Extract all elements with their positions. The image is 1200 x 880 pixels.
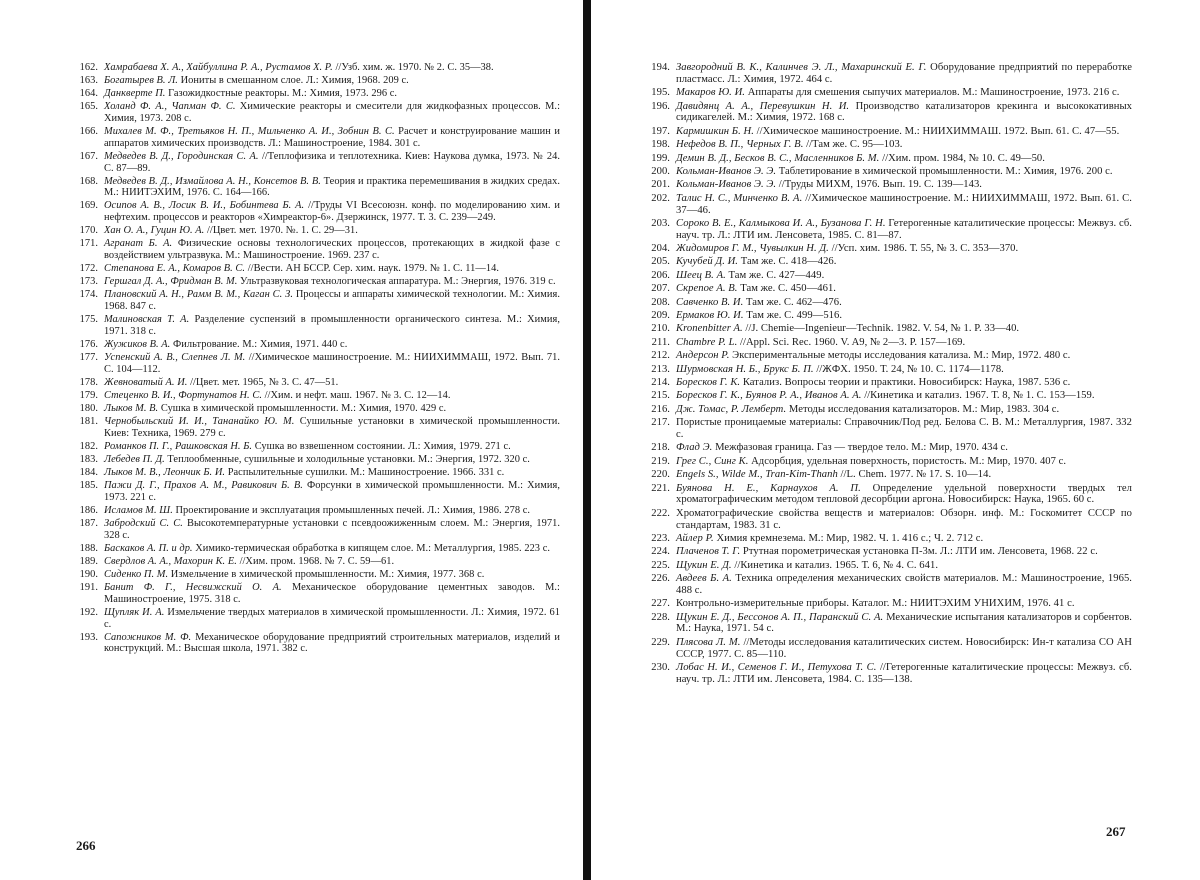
reference-text: //ЖФХ. 1950. Т. 24, № 10. С. 1174—1178. bbox=[816, 363, 1004, 375]
reference-number: 228. bbox=[651, 611, 670, 623]
reference-number: 229. bbox=[651, 636, 670, 648]
reference-number: 221. bbox=[651, 482, 670, 494]
reference-number: 204. bbox=[651, 243, 670, 255]
reference-list-left bbox=[74, 62, 560, 655]
reference-entry bbox=[74, 390, 560, 402]
reference-text: //Труды VI Всесоюзн. конф. по моделированию хим. и нефтехим. процессов и реакторов «Химреактор-6». Дзержинск, 1977. Т. 3. С. 239—249. bbox=[104, 200, 561, 224]
reference-authors: Флад Э. bbox=[676, 442, 713, 454]
reference-text: Теория и практика перемешивания в жидких средах. М.: НИИТЭХИМ, 1976. С. 164—166. bbox=[104, 175, 560, 199]
reference-text: Химические реакторы и смесители для жидкофазных процессов. М.: Химия, 1973. 208 с. bbox=[104, 101, 561, 124]
reference-authors: Макаров Ю. И. bbox=[676, 87, 745, 99]
reference-authors: Хан О. А., Гуцин Ю. А. bbox=[104, 225, 205, 237]
reference-text: Форсунки в химической промышленности. М.: Химия, 1973. 221 с. bbox=[104, 480, 560, 503]
reference-number: 184. bbox=[79, 467, 98, 479]
reference-entry bbox=[646, 637, 1132, 661]
reference-entry bbox=[74, 480, 560, 503]
reference-entry bbox=[646, 533, 1132, 545]
reference-text: Определение удельной поверхности твердых тел хроматографическим методом тепловой десорбции аргона. Новосибирск: Наука, 1965. 60 с. bbox=[676, 482, 1133, 506]
reference-entry bbox=[646, 546, 1132, 558]
reference-text: //Хим. пром. 1984, № 10. С. 49—50. bbox=[882, 152, 1045, 164]
reference-entry bbox=[646, 442, 1132, 454]
reference-text: Проектирование и эксплуатация промышленных печей. Л.: Химия, 1986. 278 с. bbox=[175, 504, 531, 516]
reference-number: 213. bbox=[651, 363, 670, 375]
reference-number: 188. bbox=[79, 542, 98, 554]
reference-authors: Плясова Л. М. bbox=[676, 636, 741, 648]
reference-text: Контрольно-измерительные приборы. Каталог. М.: НИИТЭХИМ УНИХИМ, 1976. 41 с. bbox=[676, 598, 1075, 610]
reference-authors: Сапожников М. Ф. bbox=[104, 631, 192, 643]
reference-authors: Давидянц А. А., Перевушкин Н. И. bbox=[676, 100, 850, 112]
reference-text: //Узб. хим. ж. 1970. № 2. С. 35—38. bbox=[335, 62, 494, 73]
reference-number: 203. bbox=[651, 217, 670, 229]
reference-entry bbox=[74, 289, 560, 312]
reference-number: 205. bbox=[651, 256, 670, 268]
reference-number: 216. bbox=[651, 403, 670, 415]
reference-entry bbox=[74, 582, 560, 605]
reference-number: 187. bbox=[79, 518, 98, 530]
reference-number: 167. bbox=[79, 150, 98, 162]
reference-entry bbox=[646, 364, 1132, 376]
reference-entry bbox=[646, 337, 1132, 349]
reference-number: 211. bbox=[651, 336, 670, 348]
reference-text: //Вести. АН БССР. Сер. хим. наук. 1979. № 1. С. 11—14. bbox=[247, 263, 499, 275]
reference-entry bbox=[646, 350, 1132, 362]
reference-number: 195. bbox=[651, 87, 670, 99]
reference-entry bbox=[646, 283, 1132, 295]
reference-authors: Медведев В. Д., Измайлова А. Н., Консетов В. В. bbox=[104, 175, 321, 187]
reference-text: Теплообменные, сушильные и холодильные установки. М.: Энергия, 1972. 320 с. bbox=[167, 454, 530, 465]
reference-entry bbox=[74, 62, 560, 74]
reference-authors: Кучубей Д. И. bbox=[676, 256, 738, 268]
reference-authors: Талис Н. С., Минченко В. А. bbox=[676, 192, 803, 204]
reference-entry bbox=[74, 505, 560, 517]
reference-number: 230. bbox=[651, 662, 670, 674]
reference-number: 170. bbox=[79, 225, 98, 237]
reference-entry bbox=[74, 377, 560, 389]
reference-authors: Шурмовская Н. Б., Брукс Б. П. bbox=[676, 363, 814, 375]
reference-authors: Жужиков В. А. bbox=[104, 338, 171, 350]
reference-text: Сушка во взвешенном состоянии. Л.: Химия, 1979. 271 с. bbox=[254, 440, 511, 452]
reference-number: 193. bbox=[79, 631, 98, 643]
reference-entry bbox=[646, 101, 1132, 125]
reference-text: //Усп. хим. 1986. Т. 55, № 3. С. 353—370. bbox=[831, 243, 1019, 255]
reference-entry bbox=[74, 441, 560, 453]
reference-authors: Щукин Е. Д., Бессонов А. П., Паранский С. А. bbox=[676, 611, 884, 623]
reference-authors: Лебедев П. Д. bbox=[104, 454, 165, 465]
reference-number: 218. bbox=[651, 442, 670, 454]
reference-entry bbox=[74, 276, 560, 288]
reference-number: 173. bbox=[79, 276, 98, 288]
reference-number: 194. bbox=[651, 62, 670, 73]
reference-text: Фильтрование. М.: Химия, 1971. 440 с. bbox=[172, 338, 348, 350]
reference-number: 182. bbox=[79, 440, 98, 452]
reference-entry bbox=[74, 200, 560, 223]
reference-text: Техника определения механических свойств материалов. М.: Машиностроение, 1965. 488 с. bbox=[676, 573, 1133, 596]
reference-entry bbox=[74, 101, 560, 124]
reference-entry bbox=[74, 151, 560, 174]
reference-text: //Химическое машиностроение. М.: НИИХИММАШ, 1972. Вып. 61. С. 37—46. bbox=[676, 192, 1132, 216]
reference-number: 162. bbox=[79, 62, 98, 73]
reference-entry bbox=[646, 662, 1132, 686]
reference-text: Хроматографические свойства веществ и материалов: Обзорн. инф. М.: Госкомитет СССР по стандартам, 1983. 31 с. bbox=[676, 507, 1132, 531]
reference-text: Катализ. Вопросы теории и практики. Новосибирск: Наука, 1987. 536 с. bbox=[742, 377, 1071, 388]
reference-entry bbox=[646, 469, 1132, 481]
reference-entry bbox=[74, 314, 560, 337]
reference-authors: Степанова Е. А., Комаров В. С. bbox=[104, 263, 246, 275]
reference-authors: Баскаков А. П. и др. bbox=[104, 542, 193, 554]
reference-authors: Ермаков Ю. И. bbox=[676, 310, 744, 322]
page-number-right: 267 bbox=[1106, 824, 1126, 839]
reference-authors: Осипов А. В., Лосик В. И., Бобинтева Б. А. bbox=[104, 200, 305, 212]
reference-text: //Кинетика и катализ. 1967. Т. 8, № 1. С. 153—159. bbox=[864, 390, 1095, 402]
reference-authors: Буянова Н. Е., Карнаухов А. П. bbox=[676, 482, 861, 494]
page-number-left: 266 bbox=[76, 838, 96, 853]
reference-authors: Малиновская Т. А. bbox=[104, 314, 190, 326]
reference-text: Химия кремнезема. М.: Мир, 1982. Ч. 1. 416 с.; Ч. 2. 712 с. bbox=[716, 532, 984, 544]
reference-text: Экспериментальные методы исследования катализа. М.: Мир, 1972. 480 с. bbox=[732, 350, 1071, 362]
reference-entry bbox=[646, 153, 1132, 165]
reference-number: 199. bbox=[651, 152, 670, 164]
reference-authors: Хамрабаева Х. А., Хайбуллина Р. А., Рустамов Х. Р. bbox=[104, 62, 333, 73]
reference-text: Физические основы технологических процессов, протекающих в жидкой фазе с воздействием ультразвука. М.: Машиностроение. 1969. 237 с. bbox=[104, 238, 560, 262]
reference-number: 215. bbox=[651, 390, 670, 402]
reference-text: Разделение суспензий в промышленности органического синтеза. М.: Химия, 1971. 318 с. bbox=[104, 314, 560, 337]
reference-text: Механические испытания катализаторов и сорбентов. М.: Наука, 1971. 54 с. bbox=[676, 611, 1133, 635]
reference-entry bbox=[646, 310, 1132, 322]
reference-text: //J. Chemie—Ingenieur—Technik. 1982. V. 54, № 1. P. 33—40. bbox=[745, 323, 1020, 335]
reference-authors: Холанд Ф. А., Чапман Ф. С. bbox=[104, 101, 236, 113]
reference-entry bbox=[74, 607, 560, 630]
reference-authors: Лыков М. В., Леончик Б. И. bbox=[104, 467, 226, 479]
reference-number: 177. bbox=[79, 352, 98, 364]
left-page bbox=[74, 62, 560, 657]
reference-number: 178. bbox=[79, 376, 98, 388]
reference-number: 174. bbox=[79, 289, 98, 301]
reference-authors: Сиденко П. М. bbox=[104, 569, 169, 581]
reference-text: //Хим. пром. 1968. № 7. С. 59—61. bbox=[239, 555, 395, 567]
reference-authors: Кольман-Иванов Э. Э. bbox=[676, 179, 777, 191]
reference-number: 163. bbox=[79, 75, 98, 87]
reference-authors: Савченко В. И. bbox=[676, 296, 744, 308]
reference-text: Измельчение в химической промышленности. М.: Химия, 1977. 368 с. bbox=[170, 569, 485, 581]
reference-number: 165. bbox=[79, 101, 98, 113]
reference-number: 227. bbox=[651, 598, 670, 610]
reference-text: Измельчение твердых материалов в химической промышленности. Л.: Химия, 1972. 61 с. bbox=[104, 606, 560, 630]
reference-text: //Хим. и нефт. маш. 1967. № 3. С. 12—14. bbox=[264, 389, 451, 401]
reference-text: Пористые проницаемые материалы: Справочник/Под ред. Белова С. В. М.: Металлургия, 1987. 332 с. bbox=[676, 417, 1132, 440]
reference-authors: Кармишкин Б. Н. bbox=[676, 125, 754, 137]
reference-authors: Плаченов Т. Г. bbox=[676, 546, 741, 558]
reference-entry bbox=[646, 166, 1132, 178]
reference-authors: Богатырев В. Л. bbox=[104, 75, 178, 87]
reference-authors: Пажи Д. Г., Прахов А. М., Равикович Б. В. bbox=[104, 480, 303, 492]
reference-authors: Свердлов А. А., Махорин К. Е. bbox=[104, 555, 237, 567]
reference-authors: Шеец В. А. bbox=[676, 269, 726, 281]
reference-number: 222. bbox=[651, 507, 670, 519]
reference-text: Распылительные сушилки. М.: Машиностроение. 1966. 331 с. bbox=[227, 467, 505, 479]
reference-entry bbox=[74, 467, 560, 479]
reference-number: 207. bbox=[651, 283, 670, 295]
reference-text: Механическое оборудование предприятий строительных материалов, изделий и конструкций. М.: Высшая школа, 1971. 382 с. bbox=[104, 631, 561, 655]
reference-authors: Чернобыльский И. И., Тананайко Ю. М. bbox=[104, 416, 295, 428]
reference-text: Методы исследования катализаторов. М.: Мир, 1983. 304 с. bbox=[788, 403, 1060, 415]
reference-entry bbox=[74, 238, 560, 261]
reference-number: 206. bbox=[651, 269, 670, 281]
reference-text: Там же. С. 418—426. bbox=[740, 256, 837, 268]
reference-list-right bbox=[646, 62, 1132, 686]
reference-number: 219. bbox=[651, 455, 670, 467]
reference-text: //Труды МИХМ, 1976. Вып. 19. С. 139—143. bbox=[778, 179, 982, 191]
reference-authors: Жевноватый А. И. bbox=[104, 376, 188, 388]
reference-number: 190. bbox=[79, 569, 98, 581]
reference-entry bbox=[74, 403, 560, 415]
reference-authors: Сороко В. Е., Калмыкова И. А., Бузанова Г. Н. bbox=[676, 217, 886, 229]
reference-number: 171. bbox=[79, 238, 98, 250]
reference-text: Процессы и аппараты химической технологии. М.: Химия. 1968. 847 с. bbox=[104, 289, 560, 313]
reference-entry bbox=[646, 573, 1132, 597]
reference-number: 217. bbox=[651, 417, 670, 429]
reference-number: 198. bbox=[651, 139, 670, 151]
reference-entry bbox=[74, 569, 560, 581]
reference-number: 175. bbox=[79, 314, 98, 326]
reference-authors: Демин В. Д., Бесков В. С., Масленников Б. М. bbox=[676, 152, 880, 164]
reference-number: 225. bbox=[651, 559, 670, 571]
reference-entry bbox=[74, 176, 560, 199]
reference-number: 201. bbox=[651, 179, 670, 191]
reference-authors: Агранат Б. А. bbox=[104, 238, 173, 250]
reference-entry bbox=[646, 179, 1132, 191]
reference-number: 191. bbox=[79, 582, 98, 594]
reference-entry bbox=[74, 88, 560, 100]
reference-authors: Дж. Томас, Р. Лемберт. bbox=[676, 403, 787, 415]
reference-number: 196. bbox=[651, 100, 670, 112]
reference-number: 186. bbox=[79, 504, 98, 516]
reference-text: //Appl. Sci. Rec. 1960. V. A9, № 2—3. P. 157—169. bbox=[739, 336, 966, 348]
reference-authors: Chambre P. L. bbox=[676, 336, 738, 348]
reference-entry bbox=[646, 508, 1132, 532]
reference-number: 192. bbox=[79, 606, 98, 618]
reference-entry bbox=[74, 518, 560, 541]
reference-entry bbox=[74, 352, 560, 375]
reference-entry bbox=[74, 75, 560, 87]
reference-entry bbox=[646, 270, 1132, 282]
reference-authors: Михалев М. Ф., Третьяков Н. П., Мильченко А. И., Зобнин В. С. bbox=[104, 126, 395, 138]
reference-text: Механическое оборудование цементных заводов. М.: Машиностроение, 1975. 318 с. bbox=[104, 582, 560, 605]
reference-number: 220. bbox=[651, 469, 670, 481]
reference-entry bbox=[646, 87, 1132, 99]
reference-text: Там же. С. 462—476. bbox=[746, 296, 842, 308]
reference-text: Расчет и конструирование машин и аппаратов химических производств. Л.: Машиностроение, 1984. 301 с. bbox=[104, 126, 560, 149]
reference-authors: Исламов М. Ш. bbox=[104, 504, 173, 516]
reference-entry bbox=[646, 243, 1132, 255]
reference-entry bbox=[74, 556, 560, 568]
reference-number: 197. bbox=[651, 125, 670, 137]
reference-text: Аппараты для смешения сыпучих материалов. М.: Машиностроение, 1973. 216 с. bbox=[747, 87, 1120, 99]
reference-entry bbox=[646, 483, 1132, 507]
reference-authors: Айлер Р. bbox=[676, 532, 714, 544]
reference-entry bbox=[74, 543, 560, 555]
reference-authors: Боресков Г. К. bbox=[676, 377, 741, 388]
reference-authors: Нефедов В. П., Черных Г. В. bbox=[676, 139, 804, 151]
reference-authors: Лобас Н. И., Семенов Г. И., Петухова Т. С. bbox=[676, 662, 877, 674]
reference-number: 202. bbox=[651, 192, 670, 204]
reference-number: 176. bbox=[79, 338, 98, 350]
reference-authors: Завгородний В. К., Калинчев Э. Л., Махаринский Е. Г. bbox=[676, 62, 927, 73]
reference-text: Производство катализаторов крекинга и высококативных сидикагелей. М.: Химия, 1972. 168 с. bbox=[676, 100, 1132, 124]
reference-authors: Engels S., Wilde M., Tran-Kim-Thanh bbox=[676, 469, 838, 481]
reference-text: //Теплофизика и теплотехника. Киев: Наукова думка, 1973. № 24. С. 87—89. bbox=[104, 150, 560, 174]
reference-authors: Данкверте П. bbox=[104, 88, 166, 100]
reference-entry bbox=[646, 297, 1132, 309]
reference-number: 183. bbox=[79, 454, 98, 465]
reference-authors: Медведев В. Д., Городинская С. А. bbox=[104, 150, 259, 162]
reference-number: 169. bbox=[79, 200, 98, 212]
reference-authors: Кольман-Иванов Э. Э. bbox=[676, 165, 777, 177]
reference-authors: Успенский А. В., Слепнев Л. М. bbox=[104, 352, 246, 364]
reference-number: 181. bbox=[79, 416, 98, 428]
reference-entry bbox=[646, 218, 1132, 242]
reference-authors: Скрепое А. В. bbox=[676, 283, 738, 295]
reference-text: Там же. С. 427—449. bbox=[728, 269, 825, 281]
reference-text: Таблетирование в химической промышленности. М.: Химия, 1976. 200 с. bbox=[778, 165, 1113, 177]
reference-text: Высокотемпературные установки с псевдоожиженным слоем. М.: Энергия, 1971. 328 с. bbox=[104, 518, 560, 541]
reference-entry bbox=[646, 323, 1132, 335]
reference-text: //Химическое машиностроение. М.: НИИХИММАШ, 1972. Вып. 71. С. 104—112. bbox=[104, 352, 561, 375]
reference-text: //Цвет. мет. 1970. №. 1. С. 29—31. bbox=[206, 225, 358, 237]
reference-number: 172. bbox=[79, 263, 98, 275]
reference-authors: Грег С., Синг К. bbox=[676, 455, 749, 467]
reference-number: 166. bbox=[79, 126, 98, 138]
reference-number: 180. bbox=[79, 403, 98, 415]
reference-entry bbox=[646, 404, 1132, 416]
reference-entry bbox=[646, 139, 1132, 151]
reference-text: Там же. С. 450—461. bbox=[740, 283, 836, 295]
reference-number: 179. bbox=[79, 389, 98, 401]
reference-number: 185. bbox=[79, 480, 98, 492]
reference-entry bbox=[646, 62, 1132, 86]
reference-entry bbox=[646, 598, 1132, 610]
reference-text: Ультразвуковая технологическая аппаратура. М.: Энергия, 1976. 319 с. bbox=[240, 276, 556, 288]
reference-text: //L. Chem. 1977. № 17. S. 10—14. bbox=[840, 469, 992, 481]
reference-entry bbox=[74, 632, 560, 655]
reference-entry bbox=[74, 416, 560, 439]
reference-text: //Там же. С. 95—103. bbox=[806, 139, 903, 151]
reference-number: 164. bbox=[79, 88, 98, 100]
right-page bbox=[646, 62, 1132, 687]
book-gutter bbox=[583, 0, 591, 880]
reference-number: 209. bbox=[651, 310, 670, 322]
reference-entry bbox=[74, 263, 560, 275]
reference-authors: Андерсон Р. bbox=[676, 350, 730, 362]
reference-text: Химико-термическая обработка в кипящем слое. М.: Металлургия, 1985. 223 с. bbox=[195, 542, 551, 554]
reference-text: Сушка в химической промышленности. М.: Химия, 1970. 429 с. bbox=[160, 403, 447, 415]
reference-authors: Щупляк И. А. bbox=[104, 606, 165, 618]
reference-authors: Лыков М. В. bbox=[104, 403, 159, 415]
reference-authors: Щукин Е. Д. bbox=[676, 559, 732, 571]
reference-text: Адсорбция, удельная поверхность, пористость. М.: Мир, 1970. 407 с. bbox=[751, 455, 1067, 467]
reference-text: Сушильные установки в химической промышленности. Киев: Техника, 1969. 279 с. bbox=[104, 416, 560, 439]
reference-text: Межфазовая граница. Газ — твердое тело. М.: Мир, 1970. 434 с. bbox=[715, 442, 1008, 454]
reference-text: Иониты в смешанном слое. Л.: Химия, 1968. 209 с. bbox=[180, 75, 409, 87]
reference-entry bbox=[74, 126, 560, 149]
reference-text: //Гетерогенные каталитические процессы: Межвуз. сб. науч. тр. Л.: ЛТИ им. Ленсовета, 1984. С. 135—138. bbox=[676, 662, 1132, 685]
reference-number: 208. bbox=[651, 296, 670, 308]
reference-text: Оборудование предприятий по переработке пластмасс. Л.: Химия, 1972. 464 с. bbox=[676, 62, 1132, 85]
reference-authors: Жидомиров Г. М., Чувылкин Н. Д. bbox=[676, 243, 829, 255]
reference-text: //Химическое машиностроение. М.: НИИХИММАШ. 1972. Вып. 61. С. 47—55. bbox=[756, 125, 1120, 137]
reference-entry bbox=[646, 126, 1132, 138]
reference-entry bbox=[646, 390, 1132, 402]
reference-text: Газожидкостные реакторы. М.: Химия, 1973. 296 с. bbox=[168, 88, 398, 100]
reference-number: 200. bbox=[651, 165, 670, 177]
reference-text: Гетерогенные каталитические процессы: Межвуз. сб. науч. тр. Л.: ЛТИ им. Ленсовета, 1985. С. 81—87. bbox=[676, 217, 1132, 241]
reference-text: Ртутная порометрическая установка П-3м. Л.: ЛТИ им. Ленсовета, 1968. 22 с. bbox=[742, 546, 1098, 558]
reference-authors: Гершгал Д. А., Фридман В. М. bbox=[104, 276, 238, 288]
reference-text: //Цвет. мет. 1965, № 3. С. 47—51. bbox=[190, 376, 339, 388]
reference-authors: Плановский А. Н., Рамм В. М., Каган С. З. bbox=[104, 289, 293, 301]
reference-number: 226. bbox=[651, 573, 670, 585]
reference-text: //Методы исследования каталитических систем. Новосибирск: Ин-т катализа СО АН СССР, 1977. С. 85—110. bbox=[676, 636, 1132, 660]
reference-entry bbox=[74, 454, 560, 466]
reference-number: 214. bbox=[651, 377, 670, 388]
reference-number: 210. bbox=[651, 323, 670, 335]
reference-entry bbox=[646, 377, 1132, 389]
reference-authors: Романков П. Г., Рашковская Н. Б. bbox=[104, 440, 253, 452]
reference-entry bbox=[646, 456, 1132, 468]
reference-entry bbox=[646, 193, 1132, 217]
reference-number: 168. bbox=[79, 175, 98, 187]
reference-entry bbox=[646, 560, 1132, 572]
reference-number: 212. bbox=[651, 350, 670, 362]
reference-text: //Кинетика и катализ. 1965. Т. 6, № 4. С. 641. bbox=[734, 559, 939, 571]
reference-entry bbox=[646, 612, 1132, 636]
reference-entry bbox=[646, 417, 1132, 441]
reference-entry bbox=[74, 225, 560, 237]
reference-text: Там же. С. 499—516. bbox=[746, 310, 843, 322]
reference-authors: Боресков Г. К., Буянов Р. А., Иванов А. А. bbox=[676, 390, 862, 402]
reference-authors: Kronenbitter A. bbox=[676, 323, 743, 335]
reference-number: 223. bbox=[651, 532, 670, 544]
reference-authors: Авдеев Б. А. bbox=[676, 573, 732, 585]
reference-authors: Стеценко В. И., Фортунатов Н. С. bbox=[104, 389, 262, 401]
reference-number: 224. bbox=[651, 546, 670, 558]
reference-entry bbox=[74, 339, 560, 351]
reference-entry bbox=[646, 256, 1132, 268]
reference-number: 189. bbox=[79, 555, 98, 567]
reference-authors: Банит Ф. Г., Несвижский О. А. bbox=[104, 582, 282, 594]
reference-authors: Забродский С. С. bbox=[104, 518, 183, 530]
